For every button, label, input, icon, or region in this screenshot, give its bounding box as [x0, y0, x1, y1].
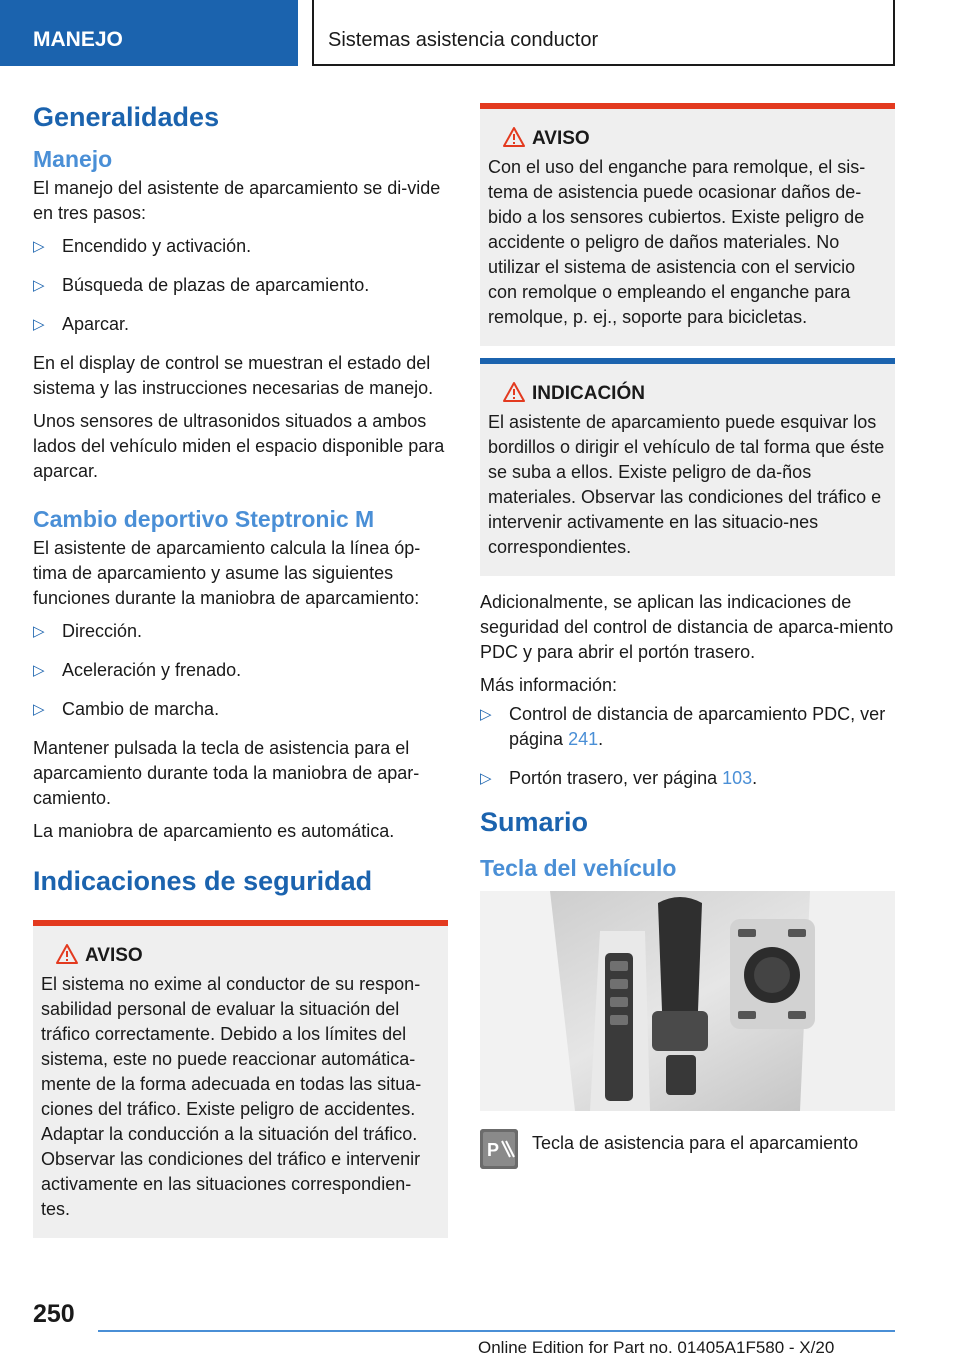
- warning-label: AVISO: [532, 128, 590, 149]
- paragraph-manejo: El manejo del asistente de aparcamiento se di-vide en tres pasos:: [33, 178, 441, 223]
- paragraph-mas: Más información:: [480, 675, 618, 695]
- warning-text: El sistema no exime al conductor de su respon-sabilidad personal de evaluar la situación del tráfico correctamente. Debido a los límites del sistema, este no puede reaccionar automática-mente de la forma adecuada en todas las situa-ciones del tráfico. Existe peligro de accidentes. Adaptar la conducción a la situación del tráfico. Observar las condiciones del tráfico e intervenir activamente en las situaciones correspondien-tes.: [41, 974, 422, 1219]
- chapter-title: Sistemas asistencia conductor: [312, 0, 895, 66]
- warning-header: [488, 127, 887, 151]
- paragraph-sensores: Unos sensores de ultrasonidos situados a ambos lados del vehículo miden el espacio disponible para aparcar.: [33, 411, 445, 481]
- page-link-103[interactable]: 103: [722, 768, 753, 788]
- warning-label: AVISO: [85, 945, 143, 966]
- vehicle-console-photo: [480, 891, 895, 1111]
- paragraph-display: En el display de control se muestran el estado del sistema y las instrucciones necesarias de manejo.: [33, 353, 434, 398]
- footer-edition: Online Edition for Part no. 01405A1F580 - X/20: [478, 1338, 835, 1357]
- paragraph-mantener: Mantener pulsada la tecla de asistencia para el aparcamiento durante toda la maniobra de apar-camiento.: [33, 738, 420, 808]
- functions-list: [33, 619, 448, 722]
- heading-sumario: Sumario: [480, 807, 589, 837]
- page-header: [0, 0, 960, 66]
- page-number: 250: [33, 1300, 75, 1328]
- warning-box: [480, 103, 895, 346]
- warning-triangle-icon: [55, 943, 79, 965]
- ref-text: Control de distancia de aparcamiento PDC, ver página: [509, 704, 886, 749]
- list-item: ▷ Dirección.: [33, 619, 448, 644]
- warning-box: [33, 920, 448, 1238]
- section-tab: MANEJO: [0, 0, 298, 66]
- list-item: ▷ Aceleración y frenado.: [33, 658, 448, 683]
- page-link-241[interactable]: 241: [568, 729, 599, 749]
- footer-divider: [98, 1330, 895, 1332]
- ref-period: .: [752, 768, 758, 788]
- warning-header: [41, 944, 440, 968]
- key-caption-row: [480, 1129, 895, 1169]
- steps-list: [33, 234, 448, 337]
- note-label: INDICACIÓN: [532, 383, 645, 404]
- right-column: [480, 103, 895, 1169]
- heading-cambio: Cambio deportivo Steptronic M: [33, 506, 375, 532]
- heading-seguridad: Indicaciones de seguridad: [33, 866, 373, 896]
- parking-assistant-key-icon: [480, 1129, 518, 1169]
- console-illustration: [480, 891, 895, 1111]
- heading-manejo: Manejo: [33, 146, 113, 172]
- ref-text: Portón trasero, ver página: [509, 768, 723, 788]
- list-item: ▷ Encendido y activación.: [33, 234, 448, 259]
- list-item: ▷ Aparcar.: [33, 312, 448, 337]
- ref-period: .: [598, 729, 604, 749]
- paragraph-adicional: Adicionalmente, se aplican las indicaciones de seguridad del control de distancia de aparca-miento PDC y para abrir el portón trasero.: [480, 592, 894, 662]
- paragraph-cambio: El asistente de aparcamiento calcula la línea óp-tima de aparcamiento y asume las siguientes funciones durante la maniobra de aparcamiento:: [33, 538, 421, 608]
- references-list: [480, 702, 895, 791]
- list-item: [480, 766, 895, 791]
- note-header: [488, 382, 887, 406]
- warning-triangle-icon: [502, 126, 526, 148]
- list-item: ▷ Cambio de marcha.: [33, 697, 448, 722]
- warning-text: Con el uso del enganche para remolque, el sis-tema de asistencia puede ocasionar daños de-bido a los sensores cubiertos. Existe peligro de accidente o peligro de daños materiales. No utilizar el sistema de asistencia con el servicio con remolque o empleando el enganche para remolque, p. ej., soporte para bicicletas.: [488, 157, 866, 327]
- heading-generalidades: Generalidades: [33, 102, 220, 132]
- key-caption: Tecla de asistencia para el aparcamiento: [532, 1133, 859, 1153]
- note-box: [480, 358, 895, 576]
- paragraph-automatica: La maniobra de aparcamiento es automática.: [33, 821, 395, 841]
- note-text: El asistente de aparcamiento puede esquivar los bordillos o dirigir el vehículo de tal forma que éste se suba a ellos. Existe peligro de da-ños materiales. Observar las condiciones del tráfico e intervenir activamente en las situacio-nes correspondientes.: [488, 412, 885, 557]
- left-column: [33, 100, 448, 1258]
- heading-tecla: Tecla del vehículo: [480, 855, 677, 881]
- list-item: ▷ Búsqueda de plazas de aparcamiento.: [33, 273, 448, 298]
- warning-triangle-icon: [502, 381, 526, 403]
- svg-text:P: P: [487, 1140, 500, 1160]
- list-item: [480, 702, 895, 752]
